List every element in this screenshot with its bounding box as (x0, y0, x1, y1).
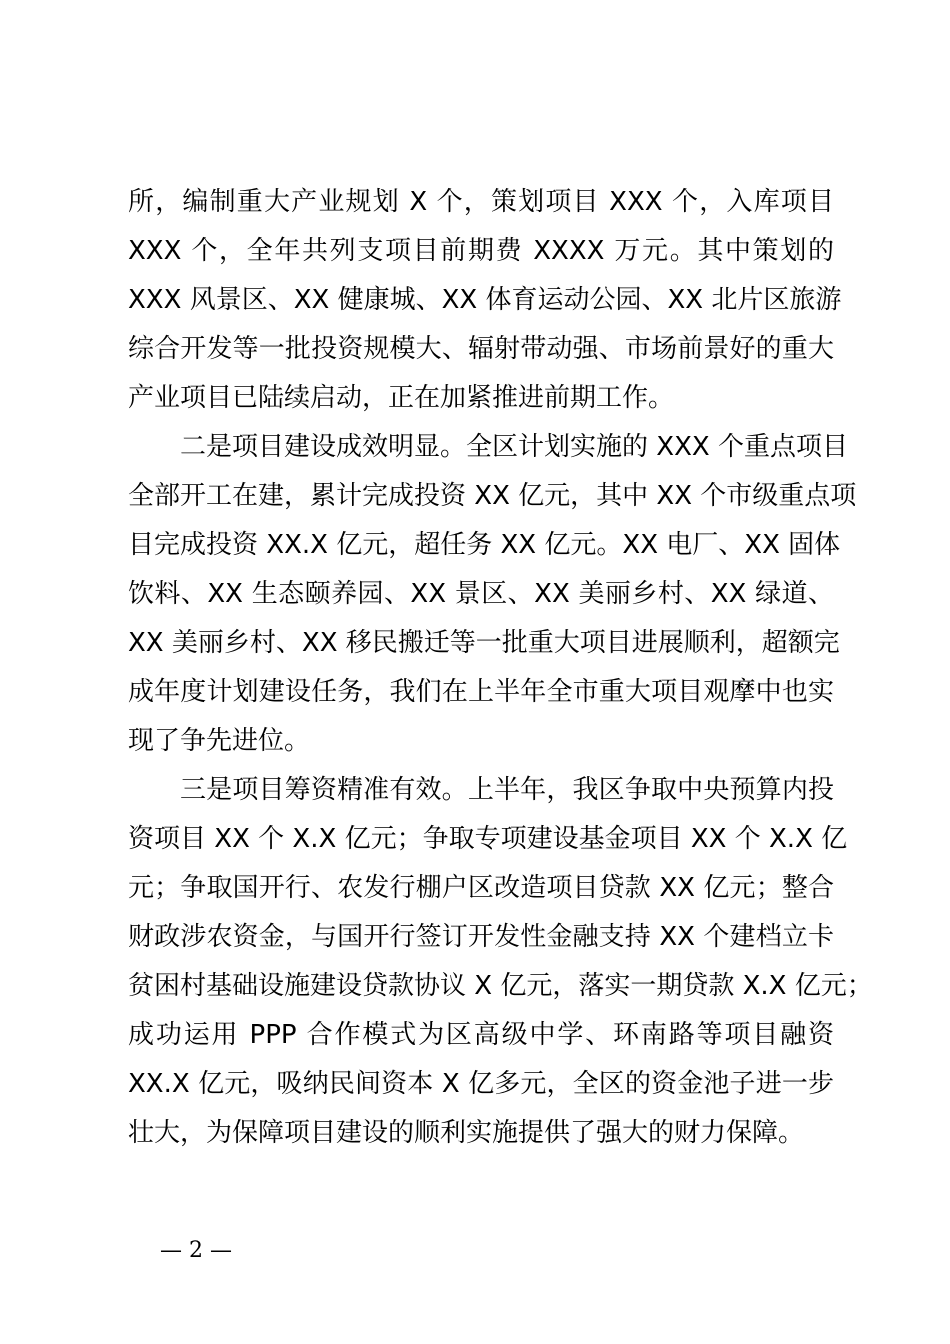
paragraph-1 (128, 178, 842, 423)
text-line: 全部开工在建，累计完成投资 XX 亿元，其中 XX 个市级重点项 (128, 481, 857, 511)
paragraph-3 (128, 766, 873, 1158)
text-line: XXX 个，全年共列支项目前期费 XXXX 万元。其中策划的 (128, 236, 834, 266)
text-line: 饮料、XX 生态颐养园、XX 景区、XX 美丽乡村、XX 绿道、 (128, 579, 834, 609)
text-line: 壮大，为保障项目建设的顺利实施提供了强大的财力保障。 (128, 1118, 805, 1148)
text-line: 成年度计划建设任务，我们在上半年全市重大项目观摩中也实 (128, 677, 834, 707)
text-line: 所，编制重大产业规划 X 个，策划项目 XXX 个，入库项目 (128, 187, 834, 217)
page-number: — 2 — (160, 1238, 232, 1263)
text-line: 资项目 XX 个 X.X 亿元；争取专项建设基金项目 XX 个 X.X 亿 (128, 824, 848, 854)
text-line: 现了争先进位。 (128, 726, 311, 756)
text-line: 产业项目已陆续启动，正在加紧推进前期工作。 (128, 383, 675, 413)
text-line: 成功运用 PPP 合作模式为区高级中学、环南路等项目融资 (128, 1020, 834, 1050)
document-body (128, 178, 873, 1158)
text-line: 二是项目建设成效明显。全区计划实施的 XXX 个重点项目 (180, 432, 848, 462)
text-line: 贫困村基础设施建设贷款协议 X 亿元，落实一期贷款 X.X 亿元； (128, 971, 873, 1001)
paragraph-2 (128, 423, 857, 766)
text-line: 三是项目筹资精准有效。上半年，我区争取中央预算内投 (180, 775, 834, 805)
text-line: 元；争取国开行、农发行棚户区改造项目贷款 XX 亿元；整合 (128, 873, 834, 903)
text-line: 目完成投资 XX.X 亿元，超任务 XX 亿元。XX 电厂、XX 固体 (128, 530, 841, 560)
text-line: XXX 风景区、XX 健康城、XX 体育运动公园、XX 北片区旅游 (128, 285, 842, 315)
text-line: XX.X 亿元，吸纳民间资本 X 亿多元，全区的资金池子进一步 (128, 1069, 834, 1099)
text-line: 财政涉农资金，与国开行签订开发性金融支持 XX 个建档立卡 (128, 922, 834, 952)
text-line: XX 美丽乡村、XX 移民搬迁等一批重大项目进展顺利，超额完 (128, 628, 840, 658)
text-line: 综合开发等一批投资规模大、辐射带动强、市场前景好的重大 (128, 334, 834, 364)
